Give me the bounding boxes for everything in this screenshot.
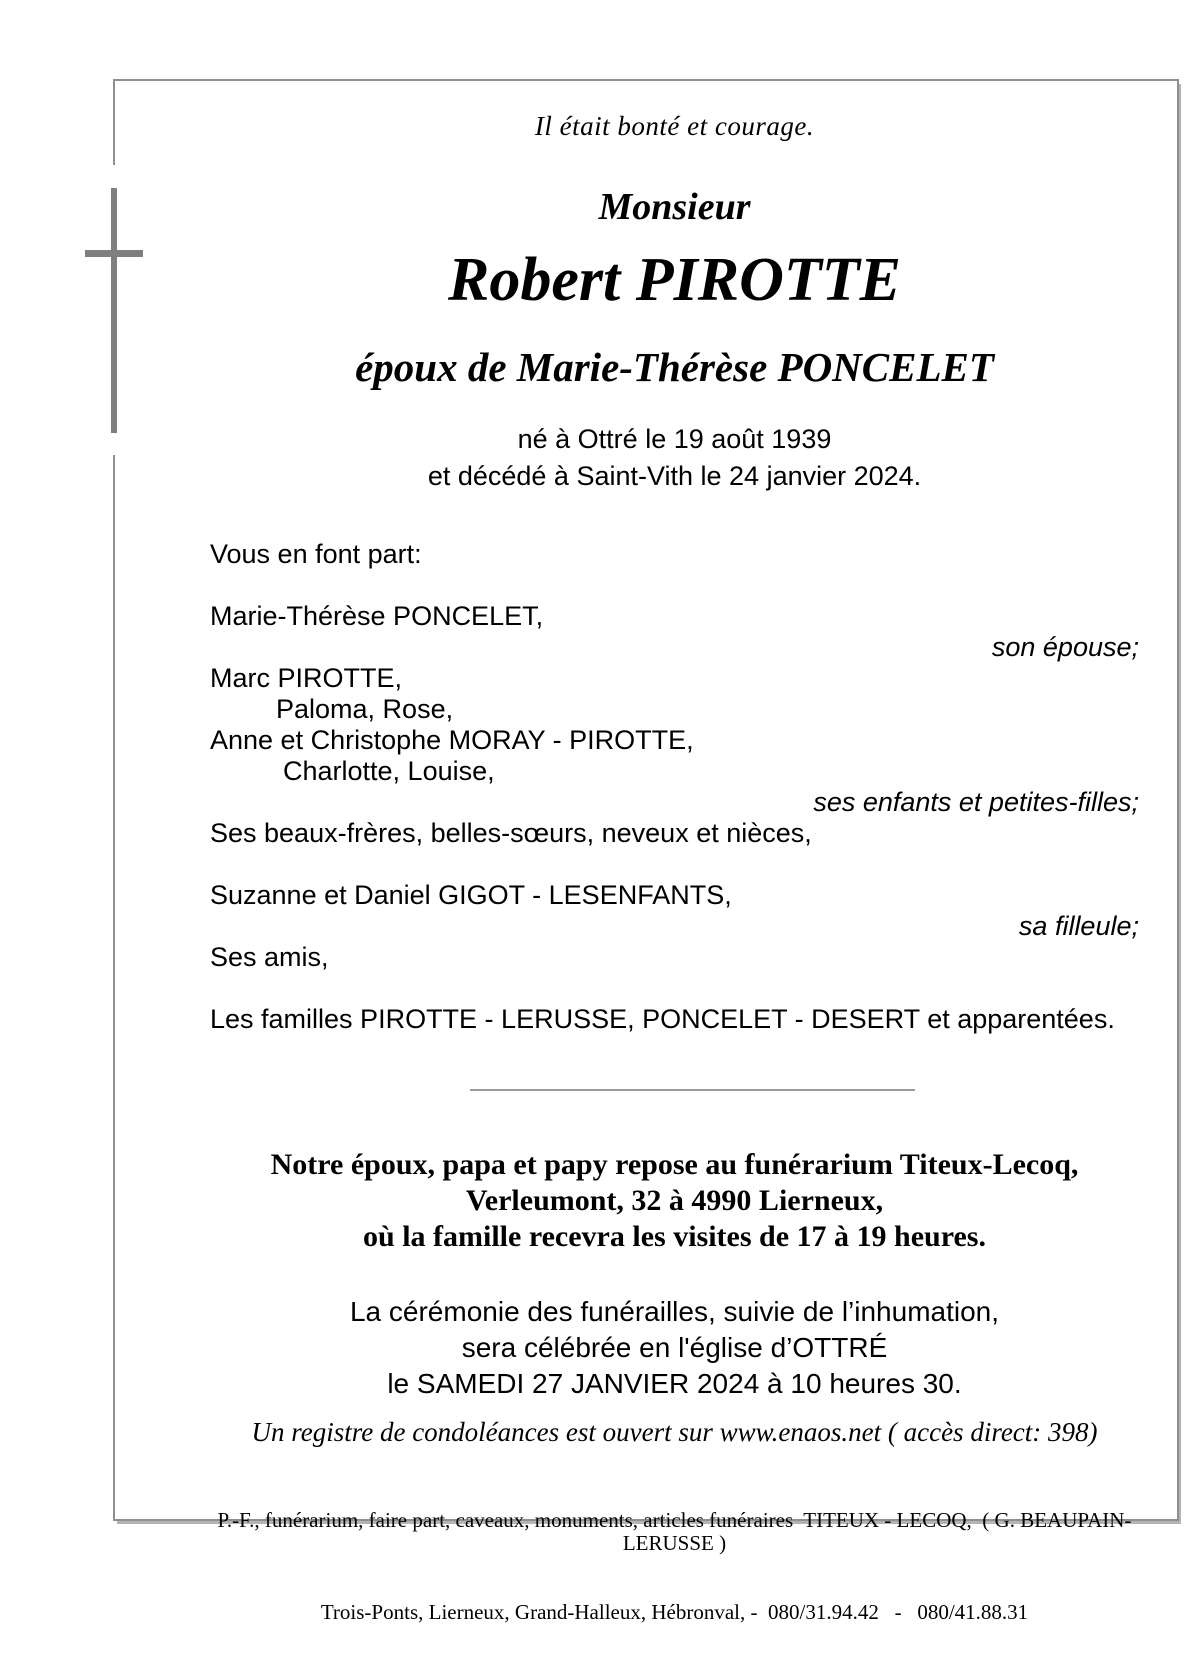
condolence-register-line: Un registre de condoléances est ouvert sur www.enaos.net ( accès direct: 398): [251, 1417, 1098, 1447]
footer-line: P.-F., funérarium, faire part, caveaux, monuments, articles funéraires TITEUX - LECOQ, ( G. BEAUPAIN-LERUSSE ): [217, 1508, 1132, 1555]
ceremony-line: sera célébrée en l'église d’OTTRÉ: [461, 1332, 888, 1363]
family-line: Suzanne et Daniel GIGOT - LESENFANTS,: [210, 880, 732, 910]
relationship-label: sa filleule;: [1018, 911, 1139, 941]
birth-death-dates: [210, 421, 1139, 495]
ceremony-line: le SAMEDI 27 JANVIER 2024 à 10 heures 30.: [387, 1368, 962, 1399]
cross-horizontal-bar: [85, 250, 143, 257]
footer-line: Trois-Ponts, Lierneux, Grand-Halleux, Hébronval, - 080/31.94.42 - 080/41.88.31: [320, 1600, 1029, 1624]
ceremony-notice: [210, 1294, 1139, 1402]
family-line: Ses amis,: [210, 942, 329, 972]
relationship-label: son épouse;: [991, 632, 1139, 662]
relation-line: époux de Marie-Thérèse PONCELET: [355, 344, 994, 390]
ceremony-line: La cérémonie des funérailles, suivie de l’inhumation,: [349, 1296, 1000, 1327]
relationship-label: ses enfants et petites-filles;: [813, 787, 1139, 817]
family-announcement-list: [210, 539, 1139, 1035]
family-line: Marie-Thérèse PONCELET,: [210, 601, 544, 631]
section-divider: [470, 1089, 915, 1091]
funeral-home-footer: [210, 1463, 1139, 1670]
family-line: Paloma, Rose,: [276, 694, 454, 724]
funeral-home-notice: [210, 1147, 1139, 1255]
announcement-intro: Vous en font part:: [210, 539, 422, 569]
repose-line: Notre époux, papa et papy repose au funérarium Titeux-Lecoq,: [270, 1148, 1079, 1181]
birth-line: né à Ottré le 19 août 1939: [517, 424, 832, 454]
family-line: Les familles PIROTTE - LERUSSE, PONCELET - DESERT et apparentées.: [210, 1004, 1115, 1034]
memorial-quote: Il était bonté et courage.: [534, 111, 815, 141]
repose-line: où la famille recevra les visites de 17 à 19 heures.: [363, 1220, 986, 1253]
deceased-name: Robert PIROTTE: [448, 246, 901, 314]
family-line: Marc PIROTTE,: [210, 663, 403, 693]
family-line: Charlotte, Louise,: [283, 756, 495, 786]
death-line: et décédé à Saint-Vith le 24 janvier 2024.: [427, 461, 922, 491]
family-line: Anne et Christophe MORAY - PIROTTE,: [210, 725, 694, 755]
repose-line: Verleumont, 32 à 4990 Lierneux,: [465, 1184, 884, 1217]
mourning-card-frame: [113, 79, 1179, 1624]
salutation: Monsieur: [598, 186, 751, 228]
family-line: Ses beaux-frères, belles-sœurs, neveux et nièces,: [210, 818, 812, 848]
cross-vertical-bar: [111, 188, 117, 433]
